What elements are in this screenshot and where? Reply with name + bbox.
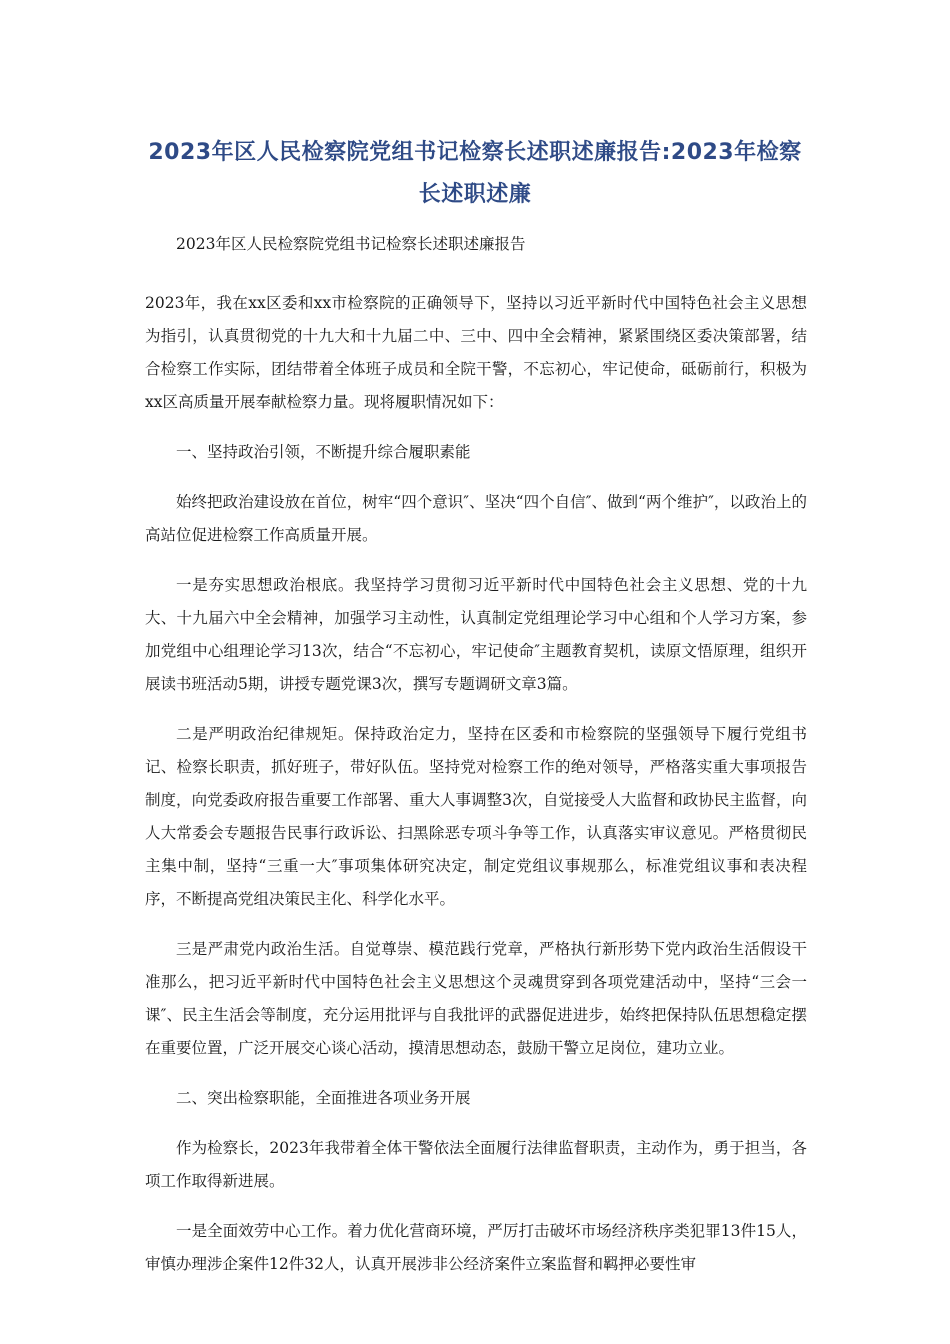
paragraph: 作为检察长，2023年我带着全体干警依法全面履行法律监督职责，主动作为，勇于担当，各项工作取得新进展。 (145, 1139, 807, 1190)
document-body (145, 228, 807, 1298)
paragraph-intro: 2023年，我在xx区委和xx市检察院的正确领导下，坚持以习近平新时代中国特色社会主义思想为指引，认真贯彻党的十九大和十九届二中、三中、四中全会精神，紧紧围绕区委决策部署，结合检察工作实际，团结带着全体班子成员和全院干警，不忘初心，牢记使命，砥砺前行，积极为xx区高质量开展奉献检察力量。现将履职情况如下： (145, 294, 807, 411)
section-heading-2: 二、突出检察职能，全面推进各项业务开展 (176, 1089, 471, 1107)
paragraph: 始终把政治建设放在首位，树牢“四个意识″、坚决“四个自信″、做到“两个维护″，以政治上的高站位促进检察工作高质量开展。 (145, 493, 807, 544)
paragraph: 三是严肃党内政治生活。自觉尊崇、模范践行党章，严格执行新形势下党内政治生活假设干准那么，把习近平新时代中国特色社会主义思想这个灵魂贯穿到各项党建活动中，坚持“三会一课″、民主生活会等制度，充分运用批评与自我批评的武器促进进步，始终把保持队伍思想稳定摆在重要位置，广泛开展交心谈心活动，摸清思想动态，鼓励干警立足岗位，建功立业。 (145, 940, 807, 1057)
document-title: 2023年区人民检察院党组书记检察长述职述廉报告:2023年检察长述职述廉 (148, 140, 802, 207)
document-subtitle: 2023年区人民检察院党组书记检察长述职述廉报告 (176, 235, 526, 253)
paragraph: 二是严明政治纪律规矩。保持政治定力，坚持在区委和市检察院的坚强领导下履行党组书记、检察长职责，抓好班子，带好队伍。坚持党对检察工作的绝对领导，严格落实重大事项报告制度，向党委政府报告重要工作部署、重大人事调整3次，自觉接受人大监督和政协民主监督，向人大常委会专题报告民事行政诉讼、扫黑除恶专项斗争等工作，认真落实审议意见。严格贯彻民主集中制，坚持“三重一大″事项集体研究决定，制定党组议事规那么，标准党组议事和表决程序，不断提高党组决策民主化、科学化水平。 (145, 725, 807, 908)
section-heading-1: 一、坚持政治引领，不断提升综合履职素能 (176, 443, 471, 461)
paragraph: 一是全面效劳中心工作。着力优化营商环境，严厉打击破坏市场经济秩序类犯罪13件15人，审慎办理涉企案件12件32人，认真开展涉非公经济案件立案监督和羁押必要性审 (145, 1222, 807, 1273)
paragraph: 一是夯实思想政治根底。我坚持学习贯彻习近平新时代中国特色社会主义思想、党的十九大、十九届六中全会精神，加强学习主动性，认真制定党组理论学习中心组和个人学习方案，参加党组中心组理论学习13次，结合“不忘初心，牢记使命″主题教育契机，读原文悟原理，组织开展读书班活动5期，讲授专题党课3次，撰写专题调研文章3篇。 (145, 576, 807, 693)
